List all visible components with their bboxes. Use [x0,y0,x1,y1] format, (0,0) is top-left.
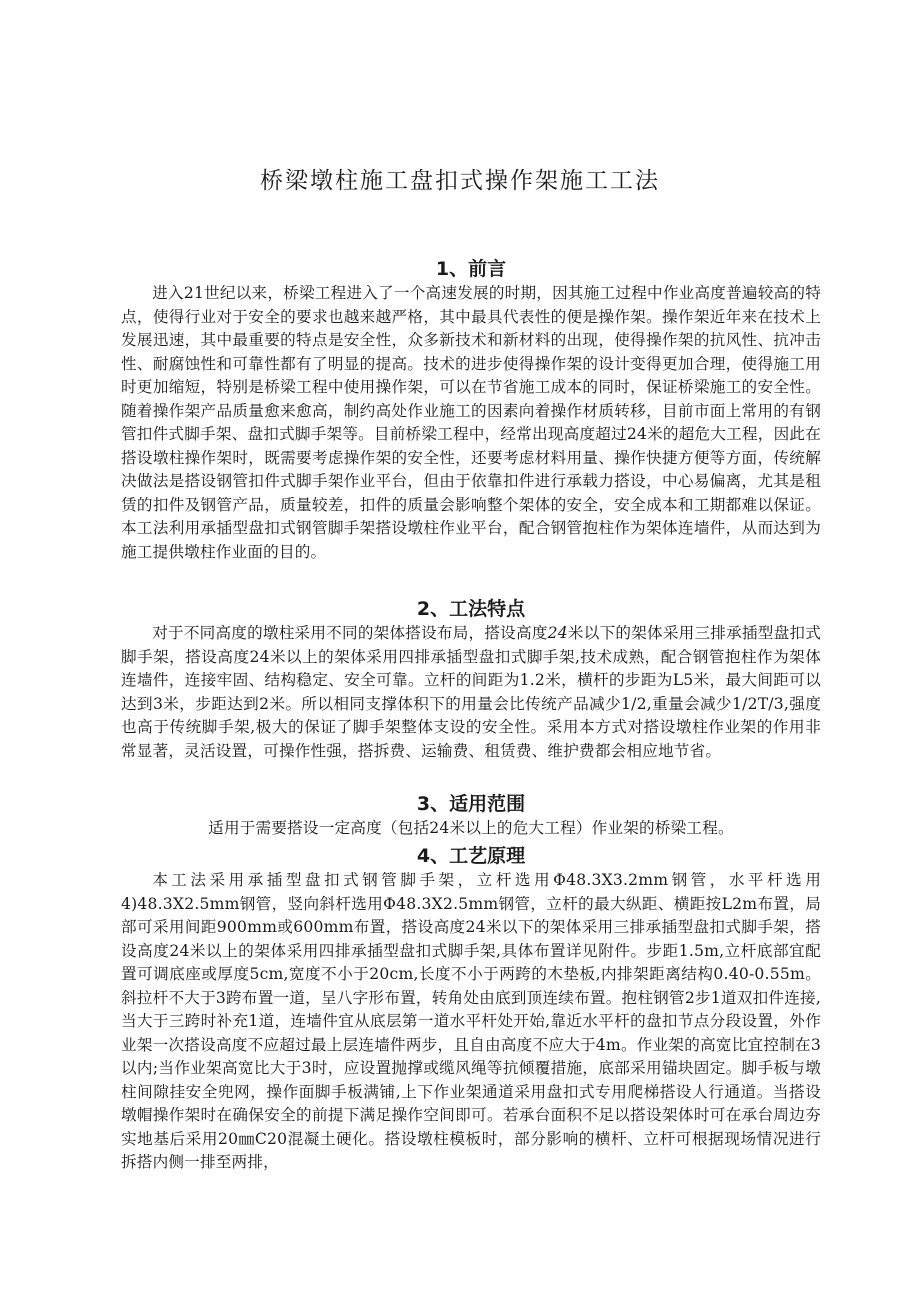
section-heading [121,843,821,869]
section-paragraph: 本工法采用承插型盘扣式钢管脚手架，立杆选用Φ48.3X3.2mm钢管，水平杆选用4)48.3X2.5mm钢管，竖向斜杆选用Φ48.3X2.5mm钢管，立杆的最大纵距、横距按L2m布置，局部可采用间距900mm或600mm布置，搭设高度24米以下的架体采用三排承插型盘扣式脚手架，搭设高度24米以上的架体采用四排承插型盘扣式脚手架,具体布置详见附件。步距1.5m,立杆底部宜配置可调底座或厚度5cm,宽度不小于20cm,长度不小于两跨的木垫板,内排架距离结构0.40-0.55m。斜拉杆不大于3跨布置一道，呈八字形布置，转角处由底到顶连续布置。抱柱钢管2步1道双扣件连接,当大于三跨时补充1道，连墙件宜从底层第一道水平杆处开始,靠近水平杆的盘扣节点分段设置，外作业架一次搭设高度不应超过最上层连墙件两步，且自由高度不应大于4m。作业架的高宽比宜控制在3以内;当作业架高宽比大于3时，应设置抛撑或缆风绳等抗倾覆措施，底部采用锚块固定。脚手板与墩柱间隙挂安全兜网，操作面脚手板满铺,上下作业架通道采用盘扣式专用爬梯搭设人行通道。当搭设墩帽操作架时在确保安全的前提下满足操作空间即可。若承台面积不足以搭设架体时可在承台周边夯实地基后采用20㎜C20混凝土硬化。搭设墩柱模板时，部分影响的横杆、立杆可根据现场情况进行拆搭内侧一排至两排， [121,871,821,1171]
section-paragraph: 适用于需要搭设一定高度（包括24米以上的危大工程）作业架的桥梁工程。 [208,819,734,837]
paragraph-italic-number: 24 [547,624,568,642]
section-number: 3 [416,793,431,815]
section-paragraph: 进入21世纪以来，桥梁工程进入了一个高速发展的时期，因其施工过程中作业高度普遍较高的特点，使得行业对于安全的要求也越来越严格，其中最具代表性的便是操作架。操作架近年来在技术上发展迅速，其中最重要的特点是安全性，众多新技术和新材料的出现，使得操作架的抗风性、抗冲击性、耐腐蚀性和可靠性都有了明显的提高。技术的进步使得操作架的设计变得更加合理，使得施工用时更加缩短，特别是桥梁工程中使用操作架，可以在节省施工成本的同时，保证桥梁施工的安全性。随着操作架产品质量愈来愈高，制约高处作业施工的因素向着操作材质转移，目前市面上常用的有钢管扣件式脚手架、盘扣式脚手架等。目前桥梁工程中，经常出现高度超过24米的超危大工程，因此在搭设墩柱操作架时，既需要考虑操作架的安全性，还要考虑材料用量、操作快捷方便等方面，传统解决做法是搭设钢管扣件式脚手架作业平台，但由于依靠扣件进行承载力搭设，中心易偏离，尤其是租赁的扣件及钢管产品，质量较差，扣件的质量会影响整个架体的安全，安全成本和工期都难以保证。本工法利用承插型盘扣式钢管脚手架搭设墩柱作业平台，配合钢管抱柱作为架体连墙件，从而达到为施工提供墩柱作业面的目的。 [121,284,821,561]
section-number: 2 [416,598,431,620]
section-title: 、工法特点 [430,598,526,620]
section-heading [121,256,821,282]
section-principle [121,843,821,1175]
section-heading [121,596,821,622]
paragraph-text: 米以下的架体采用三排承插型盘扣式脚手架，搭设高度24米以上的架体采用四排承插型盘扣式脚手架,技术成熟，配合钢管抱柱作为架体连墙件，连接牢固、结构稳定、安全可靠。立杆的间距为1.2米，横杆的步距为L5米，最大间距可以达到3米，步距达到2米。所以相同支撑体积下的用量会比传统产品减少1/2,重量会减少1/2T/3,强度也高于传统脚手架,极大的保证了脚手架整体支设的安全性。采用本方式对搭设墩柱作业架的作用非常显著，灵活设置，可操作性强，搭拆费、运输费、租赁费、维护费都会相应地节省。 [121,624,821,760]
section-heading [121,791,821,817]
section-features [121,596,821,763]
section-title: 、工艺原理 [430,845,526,867]
section-number: 4 [416,845,431,867]
paragraph-text: 对于不同高度的墩柱采用不同的架体搭设布局，搭设高度 [152,624,548,642]
section-paragraph [121,622,821,763]
section-number: 1 [435,258,450,280]
section-title: 、前言 [449,258,507,280]
section-scope [121,791,821,841]
section-title: 、适用范围 [430,793,526,815]
document-title: 桥梁墩柱施工盘扣式操作架施工工法 [260,168,660,194]
section-preface [121,256,821,564]
